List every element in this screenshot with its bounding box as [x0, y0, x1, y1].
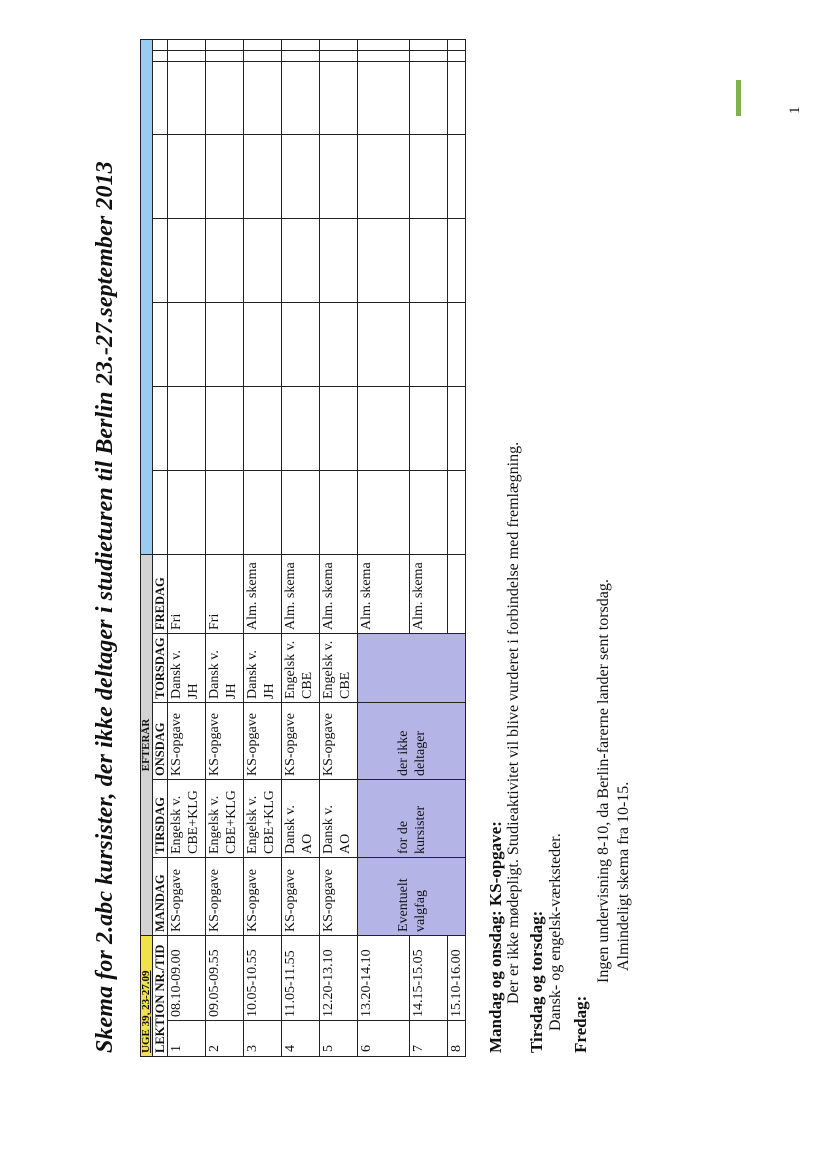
cell-mandag: KS-opgave [320, 858, 358, 936]
header-lektion: LEKTION NR./TID [153, 936, 168, 1057]
cell-fredag: Alm. skema [244, 554, 282, 633]
header-fredag: FREDAG [153, 554, 168, 633]
page-number: 1 [787, 106, 803, 114]
cell-tirsdag: Dansk v. AO [282, 780, 320, 858]
lesson-number: 5 [320, 1021, 358, 1057]
lesson-time: 09.05-09.55 [206, 936, 244, 1021]
lesson-time: 11.05-11.55 [282, 936, 320, 1021]
lesson-time: 13.20-14.10 [358, 936, 410, 1021]
table-row [282, 39, 320, 1056]
cell-mandag: KS-opgave [206, 858, 244, 936]
header-mandag: MANDAG [153, 858, 168, 936]
cell-mandag: KS-opgave [168, 858, 206, 936]
cell-torsdag: Engelsk v. CBE [320, 634, 358, 703]
cell-torsdag: Dansk v. JH [168, 634, 206, 703]
table-row [320, 39, 358, 1056]
elective-cell-mandag: Eventuelt valgfag [358, 858, 466, 936]
elective-cell-torsdag [358, 634, 466, 703]
table-row [244, 39, 282, 1056]
lesson-number: 3 [244, 1021, 282, 1057]
header-onsdag: ONSDAG [153, 703, 168, 780]
notes-text-ks: Der er ikke mødepligt. Studieaktivitet vil blive vurderet i forbindelse med fremlægning. [505, 441, 522, 1004]
lesson-number: 2 [206, 1021, 244, 1057]
table-row [206, 39, 244, 1056]
notes-text-fredag-2: Almindeligt skema fra 10-15. [615, 781, 632, 971]
cell-onsdag: KS-opgave [168, 703, 206, 780]
notes-text-fredag-1: Ingen undervisning 8-10, da Berlin-farerne lander sent torsdag. [595, 579, 612, 983]
notes-heading-ks: Mandag og onsdag: KS-opgave: [486, 821, 505, 1053]
cell-tirsdag: Engelsk v. CBE+KLG [168, 780, 206, 858]
cell-tirsdag: Dansk v. AO [320, 780, 358, 858]
lesson-time: 15.10-16.00 [448, 936, 466, 1021]
notes-text-tirsdag-torsdag: Dansk- og engelsk-værksteder. [547, 833, 564, 1031]
cell-fredag: Alm. skema [410, 554, 448, 633]
lesson-number: 1 [168, 1021, 206, 1057]
margin-mark [736, 80, 741, 116]
semester-label: EFTERÅR [141, 554, 153, 935]
header-torsdag: TORSDAG [153, 634, 168, 703]
schedule-table [140, 39, 466, 1057]
table-row [168, 39, 206, 1056]
lesson-number: 8 [448, 1021, 466, 1057]
page-title: Skema for 2.abc kursister, der ikke deltager i studieturen til Berlin 23.-27.september 2013 [92, 161, 118, 1053]
cell-tirsdag: Engelsk v. CBE+KLG [244, 780, 282, 858]
lesson-number: 4 [282, 1021, 320, 1057]
cell-onsdag: KS-opgave [206, 703, 244, 780]
week-label: UGE 39, 23-27.09 [141, 936, 153, 1057]
table-row [153, 39, 168, 1056]
cell-mandag: KS-opgave [282, 858, 320, 936]
notes-heading-tirsdag-torsdag: Tirsdag og torsdag: [527, 910, 546, 1053]
cell-onsdag: KS-opgave [244, 703, 282, 780]
header-tirsdag: TIRSDAG [153, 780, 168, 858]
lesson-time: 12.20-13.10 [320, 936, 358, 1021]
cell-torsdag: Dansk v. JH [244, 634, 282, 703]
elective-cell-onsdag: der ikke deltager [358, 703, 466, 780]
table-row [358, 39, 410, 1056]
notes-heading-fredag: Fredag: [571, 995, 590, 1053]
cell-fredag: Alm. skema [320, 554, 358, 633]
cell-fredag: Fri [168, 554, 206, 633]
cell-fredag: Fri [206, 554, 244, 633]
lesson-number: 6 [358, 1021, 410, 1057]
lesson-time: 10.05-10.55 [244, 936, 282, 1021]
cell-mandag: KS-opgave [244, 858, 282, 936]
cell-tirsdag: Engelsk v. CBE+KLG [206, 780, 244, 858]
lesson-number: 7 [410, 1021, 448, 1057]
cell-fredag: Alm. skema [358, 554, 410, 633]
table-row [141, 39, 153, 1056]
cell-torsdag: Engelsk v. CBE [282, 634, 320, 703]
lesson-time: 14.15-15.05 [410, 936, 448, 1021]
cell-fredag: Alm. skema [282, 554, 320, 633]
cell-torsdag: Dansk v. JH [206, 634, 244, 703]
cell-onsdag: KS-opgave [320, 703, 358, 780]
cell-onsdag: KS-opgave [282, 703, 320, 780]
elective-cell-tirsdag: for de kursister [358, 780, 466, 858]
lesson-time: 08.10-09.00 [168, 936, 206, 1021]
